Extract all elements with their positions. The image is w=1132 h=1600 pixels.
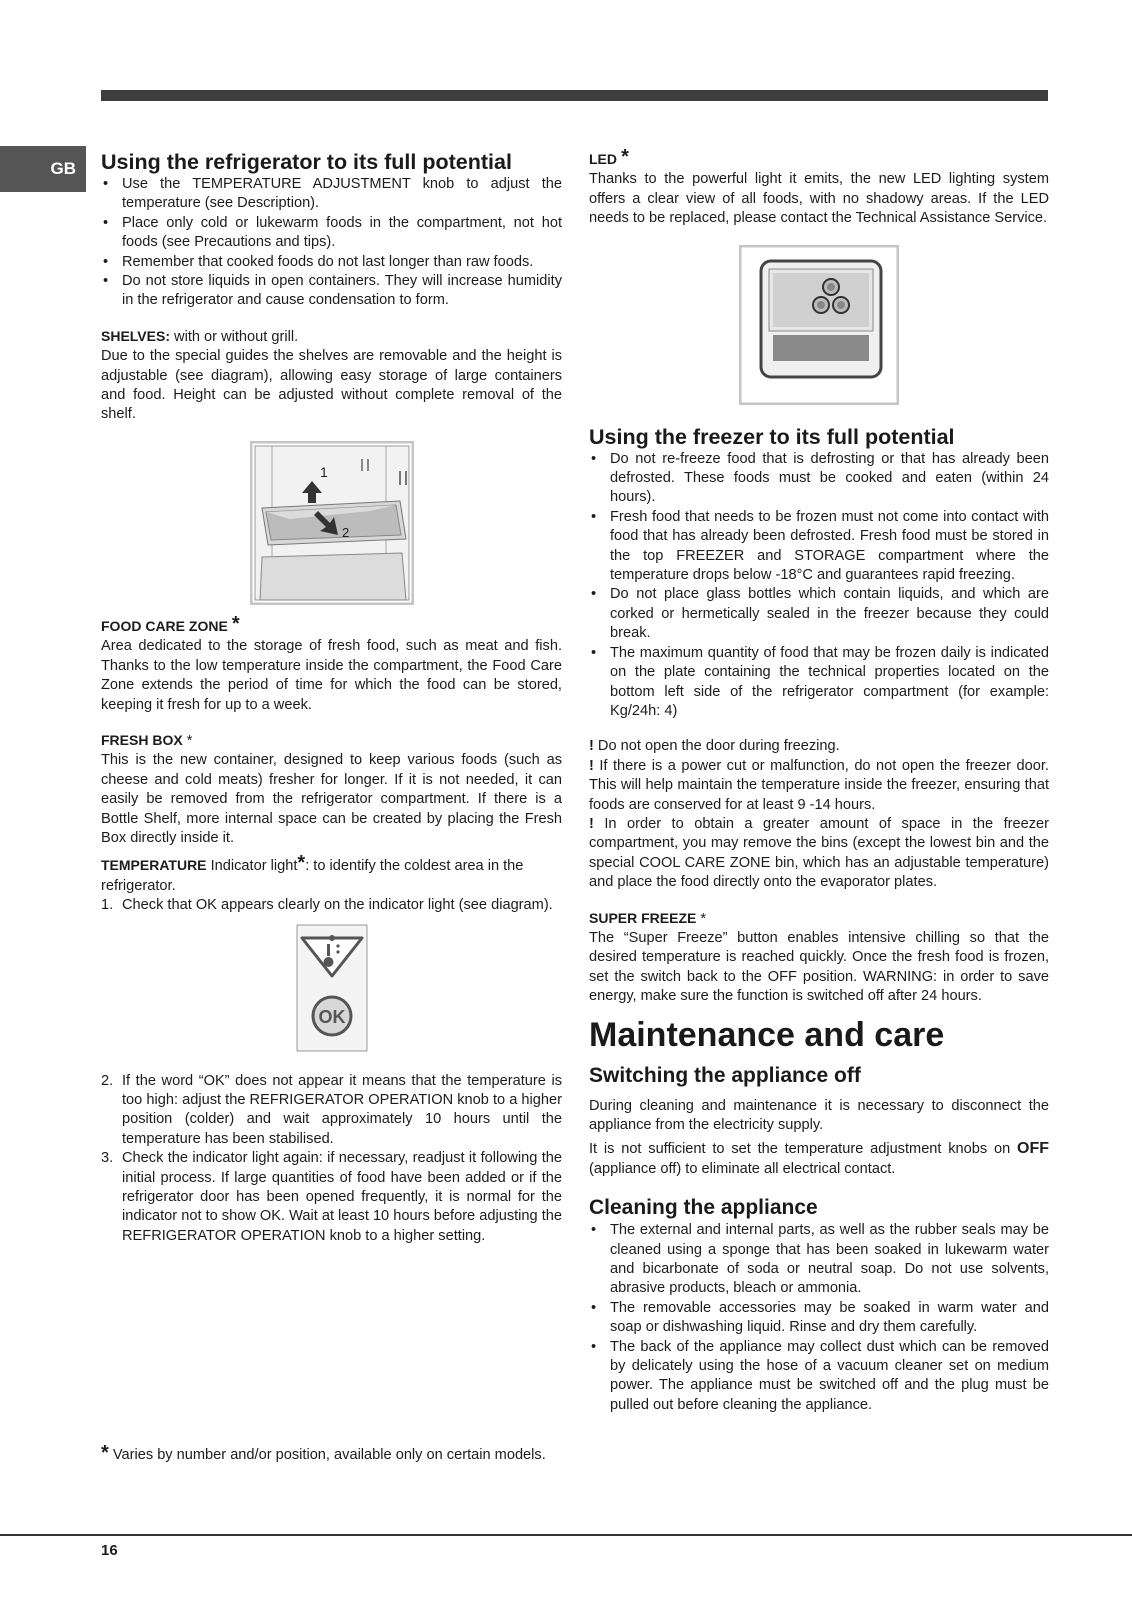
food-care-text: Area dedicated to the storage of fresh food, such as meat and fish. Thanks to the low temperature inside the compartment, the Food Care Zone extends the period of time for which the food can be stored, keeping it fresh for up to a week.	[101, 638, 562, 713]
switch-off-heading: Switching the appliance off	[589, 1063, 861, 1087]
warning-3: ! In order to obtain a greater amount of space in the freezer compartment, you may remove the bins (except the lowest bin and the special COOL CARE ZONE bin, which has an adjustable temperature) and place the food directly onto the evaporator plates.	[589, 815, 1049, 891]
list-item: • The maximum quantity of food that may be frozen daily is indicated on the plate containing the technical properties located on the bottom left side of the refrigerator compartment (for example: Kg/24h: 4)	[589, 644, 1049, 722]
temperature-steps-a	[101, 896, 562, 915]
list-item: • Remember that cooked foods do not last longer than raw foods.	[101, 253, 562, 272]
shelf-label-2: 2	[341, 524, 349, 540]
left-column	[101, 150, 562, 1246]
list-item: • Use the TEMPERATURE ADJUSTMENT knob to adjust the temperature (see Description).	[101, 175, 562, 214]
super-freeze-text: The “Super Freeze” button enables intensive chilling so that the desired temperature is reached quickly. Once the fresh food is frozen, set the switch back to the OFF position. WARNING: in order to save energy, make sure the function is switched off after 24 hours.	[589, 929, 1049, 1005]
fridge-bullets	[101, 175, 562, 311]
warning-1: ! Do not open the door during freezing.	[589, 738, 840, 755]
shelves-paragraph: Due to the special guides the shelves are removable and the height is adjustable (see diagram), allowing easy storage of large containers and food. Height can be adjusted without complete removal of the shelf.	[101, 348, 562, 423]
freezer-bullets	[589, 450, 1049, 722]
super-freeze-title: SUPER FREEZE *	[589, 909, 707, 927]
list-item: • Place only cold or lukewarm foods in the compartment, not hot foods (see Precautions and tips).	[101, 214, 562, 253]
fresh-box-title: FRESH BOX *	[101, 731, 193, 749]
fresh-box-text: This is the new container, designed to keep various foods (such as cheese and cold meats) fresher for longer. If it is not needed, it can easily be removed from the refrigerator compartment. If there is a Bottle Shelf, more internal space can be created by placing the Fresh Box directly inside it.	[101, 752, 562, 846]
list-item: • The back of the appliance may collect dust which can be removed by delicately using the hose of a vacuum cleaner set on medium power. The appliance must be switched off and the plug must be pulled out before cleaning the appliance.	[589, 1338, 1049, 1416]
cleaning-heading: Cleaning the appliance	[589, 1196, 818, 1220]
warning-2: ! If there is a power cut or malfunction, do not open the freezer door. This will help maintain the temperature inside the freezer, ensuring that foods are conserved for at least 9 -14 hours.	[589, 757, 1049, 813]
list-item: • Do not place glass bottles which contain liquids, and which are corked or hermetically sealed in the freezer because they could break.	[589, 585, 1049, 643]
shelf-label-1: 1	[319, 463, 328, 480]
led-illustration	[739, 245, 899, 405]
footer-rule	[0, 1534, 1132, 1536]
indicator-light-illustration	[296, 924, 368, 1052]
header-bar	[101, 90, 1048, 101]
shelves-intro: SHELVES: with or without grill.	[101, 327, 299, 345]
freezer-heading: Using the freezer to its full potential	[589, 424, 955, 449]
indicator-diagram	[101, 924, 562, 1052]
fridge-heading: Using the refrigerator to its full potential	[101, 150, 512, 174]
shelves-label: SHELVES:	[101, 327, 170, 344]
led-diagram	[589, 245, 1049, 405]
list-item: 1. Check that OK appears clearly on the indicator light (see diagram).	[101, 897, 553, 914]
shelf-illustration	[250, 441, 414, 605]
list-item: • Do not store liquids in open containers. They will increase humidity in the refrigerator and cause condensation to form.	[101, 272, 562, 311]
led-text: Thanks to the powerful light it emits, the new LED lighting system offers a clear view of all foods, with no shadowy areas. If the LED needs to be replaced, please contact the Technical Assistance Service.	[589, 171, 1049, 227]
list-item: • The removable accessories may be soaked in warm water and soap or dishwashing liquid. Rinse and dry them carefully.	[589, 1299, 1049, 1338]
cleaning-bullets	[589, 1221, 1049, 1415]
right-column	[589, 146, 1049, 1415]
language-tab: GB	[0, 146, 86, 192]
temperature-steps-b	[101, 1072, 562, 1247]
food-care-title: FOOD CARE ZONE *	[101, 612, 240, 635]
switch-off-note: It is not sufficient to set the temperature adjustment knobs on OFF (appliance off) to eliminate all electrical contact.	[589, 1140, 1049, 1177]
maintenance-heading: Maintenance and care	[589, 1015, 945, 1054]
temperature-intro: TEMPERATURE Indicator light*: to identify the coldest area in the refrigerator.	[101, 852, 524, 894]
shelf-diagram	[101, 441, 562, 605]
footnote: * Varies by number and/or position, available only on certain models.	[101, 1442, 546, 1464]
led-title: LED *	[589, 146, 629, 168]
ok-text: OK	[318, 1006, 345, 1027]
list-item: • Do not re-freeze food that is defrosting or that has already been defrosted. These foods must be cooked and eaten (within 24 hours).	[589, 450, 1049, 508]
list-item: 2. If the word “OK” does not appear it means that the temperature is too high: adjust the REFRIGERATOR OPERATION knob to a higher position (colder) and wait approximately 10 hours until the temperature has been stabilised.	[101, 1072, 562, 1147]
switch-off-text: During cleaning and maintenance it is necessary to disconnect the appliance from the electricity supply.	[589, 1097, 1049, 1133]
page-number: 16	[101, 1542, 118, 1559]
list-item: • Fresh food that needs to be frozen must not come into contact with food that has already been defrosted. Fresh food must be stored in the top FREEZER and STORAGE compartment where the temperature drops below -18°C and guarantees rapid freezing.	[589, 508, 1049, 586]
list-item: 3. Check the indicator light again: if necessary, readjust it following the initial process. If large quantities of food have been added or if the refrigerator door has been opened frequently, it is normal for the indicator not to show OK. Wait at least 10 hours before adjusting the REFRIGERATOR OPERATION knob to a higher setting.	[101, 1150, 562, 1244]
list-item: • The external and internal parts, as well as the rubber seals may be cleaned using a sponge that has been soaked in lukewarm water and bicarbonate of soda or neutral soap. Do not use solvents, abrasive products, bleach or ammonia.	[589, 1221, 1049, 1299]
